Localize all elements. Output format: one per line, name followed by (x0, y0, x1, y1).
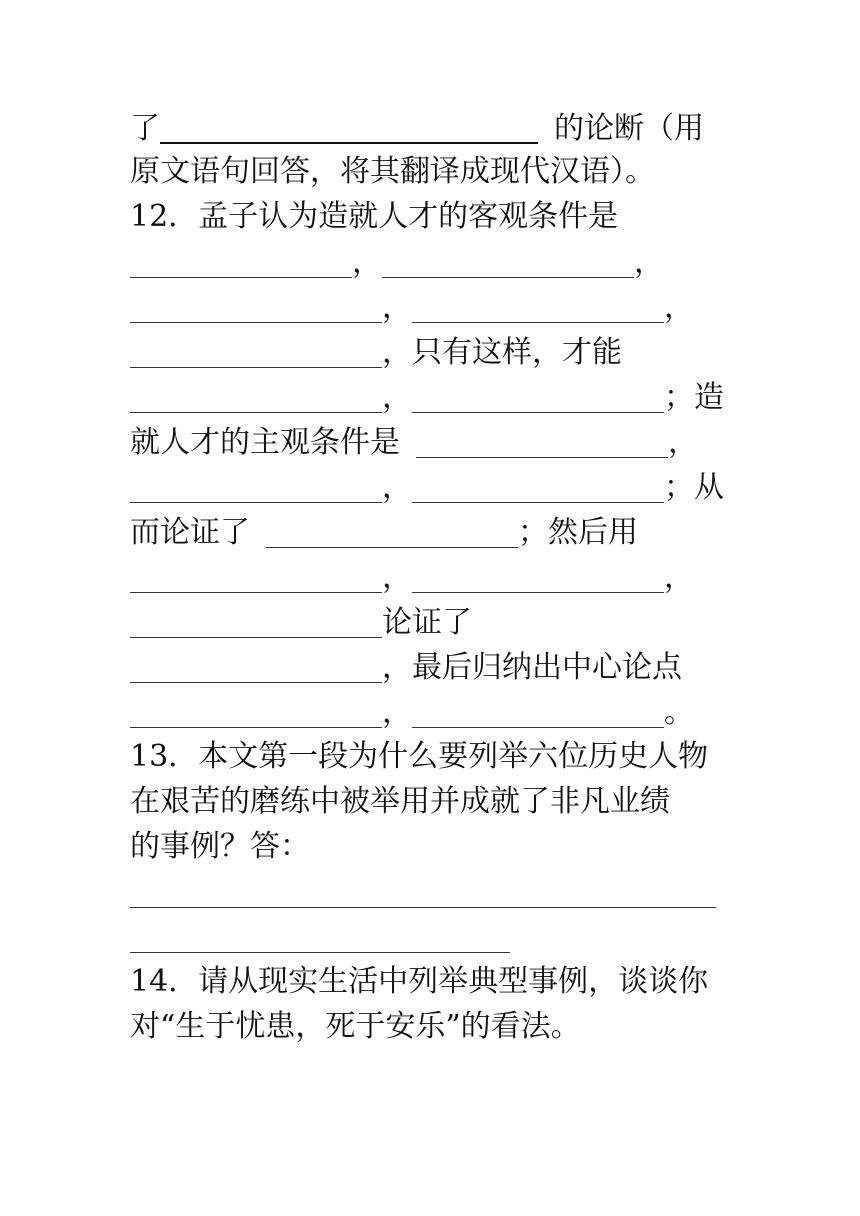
q12-cong-text: 从 (694, 470, 724, 505)
q13-text: 的事例？答： (130, 829, 310, 864)
q12-line-3 (130, 329, 750, 374)
question-13-line-2 (130, 779, 750, 824)
q13-text: 在艰苦的磨练中被举用并成就了非凡业绩 (130, 784, 670, 819)
answer-blank[interactable] (130, 689, 382, 728)
answer-blank[interactable] (130, 284, 382, 323)
answer-blank[interactable] (130, 554, 382, 593)
answer-blank[interactable] (130, 464, 382, 503)
q12-only-text: 只有这样，才能 (412, 335, 622, 370)
semicolon: ； (664, 380, 694, 415)
answer-blank[interactable] (130, 239, 352, 278)
semicolon: ； (518, 515, 548, 550)
q14-text: 14．请从现实生活中列举典型事例，谈谈你 (130, 964, 709, 999)
q12-finally-text: 最后归纳出中心论点 (412, 650, 682, 685)
q12-text: 12．孟子认为造就人才的客观条件是 (130, 199, 619, 234)
line-2 (130, 149, 750, 194)
comma: ， (352, 245, 382, 280)
answer-blank[interactable] (412, 554, 664, 593)
comma: ， (634, 245, 664, 280)
text-instruction: 原文语句回答，将其翻译成现代汉语）。 (130, 154, 655, 189)
q12-line-6 (130, 464, 750, 509)
q12-line-1 (130, 239, 750, 284)
answer-blank[interactable] (130, 869, 716, 908)
q12-line-5 (130, 419, 750, 464)
comma: ， (382, 335, 412, 370)
comma: ， (382, 560, 412, 595)
question-13-line-3 (130, 824, 750, 869)
q13-text: 13．本文第一段为什么要列举六位历史人物 (130, 739, 709, 774)
comma: ， (382, 470, 412, 505)
question-14-line-1 (130, 959, 750, 1004)
semicolon: ； (664, 470, 694, 505)
answer-blank[interactable] (130, 329, 382, 368)
q14-text: 对“生于忧患，死于安乐”的看法。 (130, 1009, 581, 1044)
comma: ， (664, 290, 694, 325)
answer-blank[interactable] (130, 914, 510, 953)
answer-blank[interactable] (416, 419, 668, 458)
q12-line-11 (130, 689, 750, 734)
q12-line-7 (130, 509, 750, 554)
q12-line-10 (130, 644, 750, 689)
q12-line-4 (130, 374, 750, 419)
answer-blank[interactable] (130, 599, 382, 638)
line-1 (130, 104, 750, 149)
comma: ， (382, 695, 412, 730)
q12-line-8 (130, 554, 750, 599)
comma: ， (382, 380, 412, 415)
answer-blank[interactable] (412, 689, 664, 728)
comma: ， (668, 425, 698, 460)
comma: ， (382, 650, 412, 685)
question-13-line-1 (130, 734, 750, 779)
question-12-intro (130, 194, 750, 239)
q12-zao-text: 造 (694, 380, 724, 415)
question-14-line-2 (130, 1004, 750, 1049)
answer-blank[interactable] (382, 239, 634, 278)
text-de-lunduan: 的论断（用 (554, 111, 704, 146)
answer-blank[interactable] (130, 374, 382, 413)
q12-line-2 (130, 284, 750, 329)
document-body (130, 104, 750, 1049)
answer-blank[interactable] (412, 284, 664, 323)
q12-therefore-text: 而论证了 (130, 515, 250, 550)
answer-blank[interactable] (412, 464, 664, 503)
answer-blank[interactable] (266, 509, 518, 548)
answer-blank[interactable] (160, 104, 538, 144)
comma: ， (664, 560, 694, 595)
q13-answer-line-2 (130, 914, 750, 959)
q12-then-text: 然后用 (548, 515, 638, 550)
q12-proved-text: 论证了 (382, 605, 472, 640)
period: 。 (664, 695, 694, 730)
answer-blank[interactable] (412, 374, 664, 413)
q12-subjective-text: 就人才的主观条件是 (130, 425, 400, 460)
comma: ， (382, 290, 412, 325)
text-le: 了 (130, 111, 160, 146)
q12-line-9 (130, 599, 750, 644)
q13-answer-line-1 (130, 869, 750, 914)
answer-blank[interactable] (130, 644, 382, 683)
